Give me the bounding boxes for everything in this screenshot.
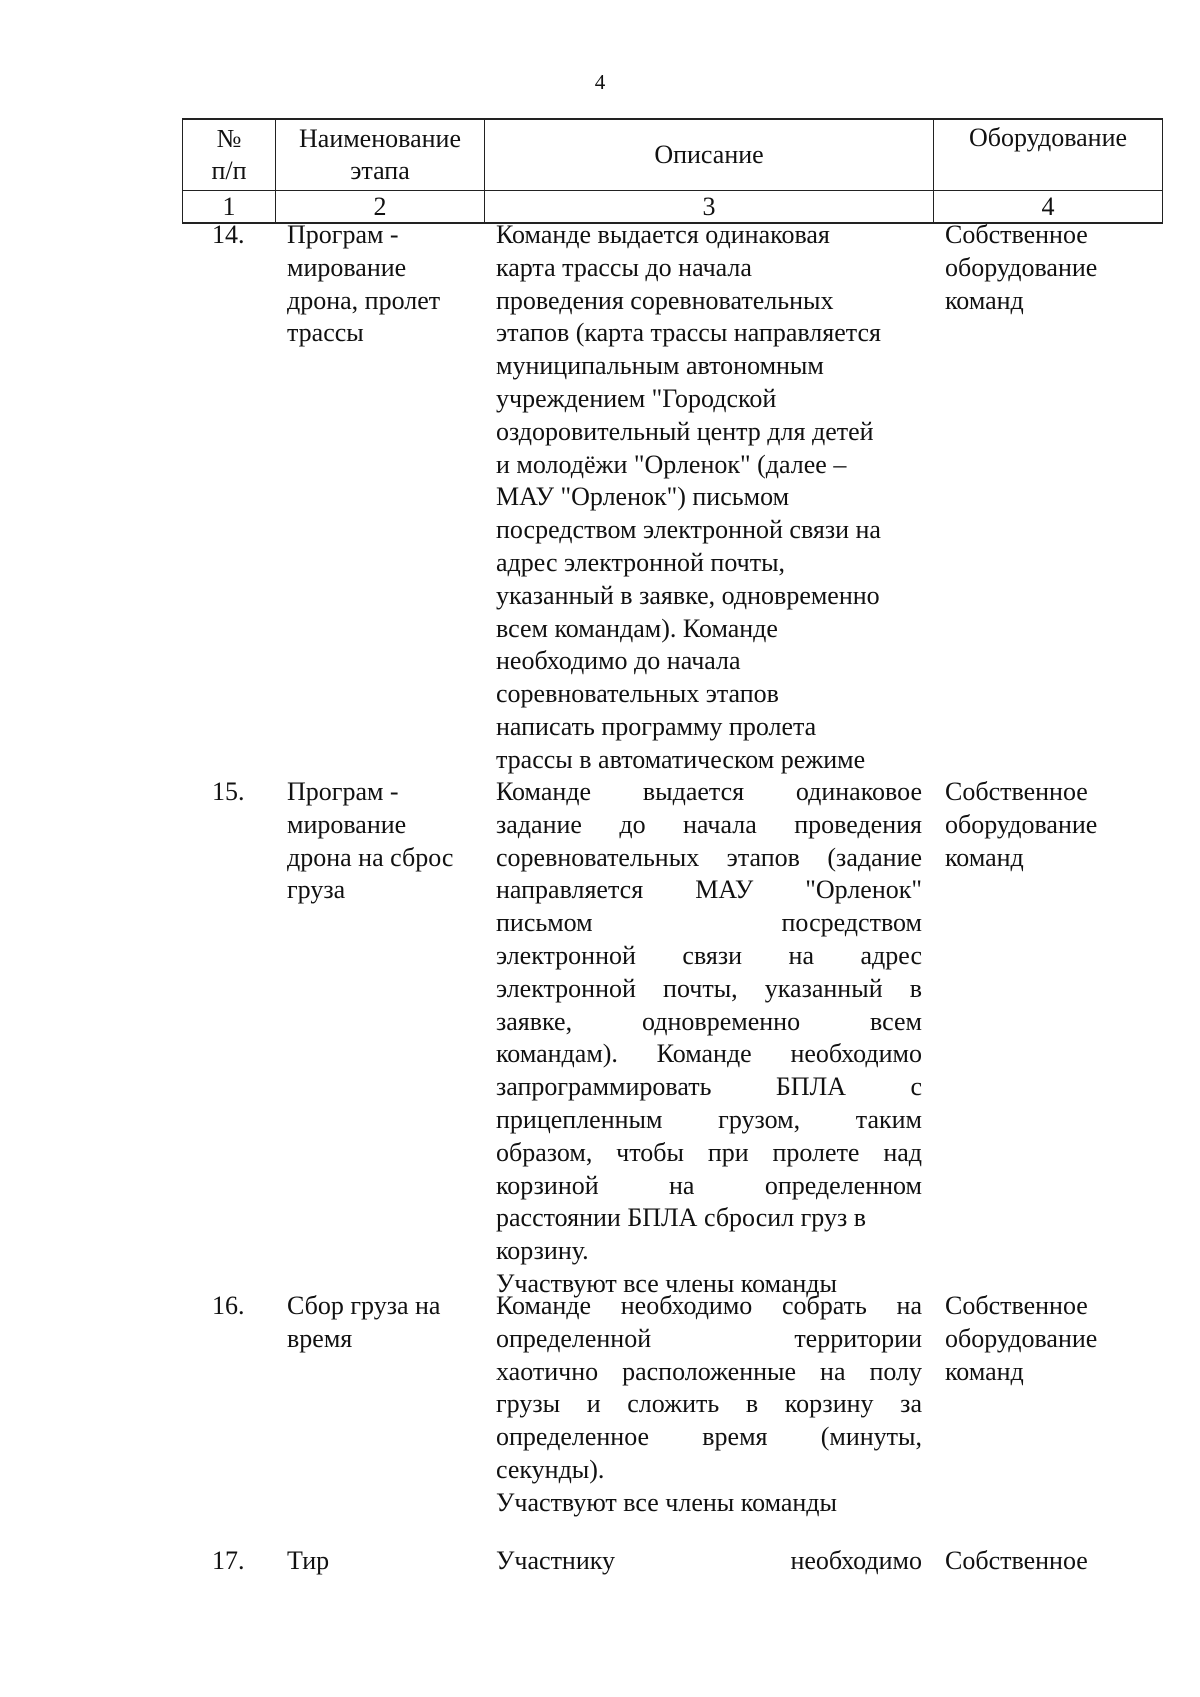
stage-description-line: образом, чтобы при пролете над xyxy=(496,1137,922,1167)
stage-equipment xyxy=(945,776,1160,874)
stage-equipment-line: Собственное xyxy=(945,777,1088,806)
stage-description-line: направляется МАУ "Орленок" xyxy=(496,875,922,905)
stage-description xyxy=(496,1545,922,1578)
stage-description-line: Участвуют все члены команды xyxy=(496,1268,837,1298)
row-number: 14. xyxy=(212,220,245,249)
stage-description xyxy=(496,1290,922,1520)
stage-equipment-line: оборудование xyxy=(945,252,1098,282)
stage-description-line: грузы и сложить в корзину за xyxy=(496,1389,922,1419)
stage-description-line: хаотично расположенные на полу xyxy=(496,1356,922,1386)
stage-description-line: трассы в автоматическом режиме xyxy=(496,744,866,774)
stage-description xyxy=(496,776,922,1301)
stage-description-line: запрограммировать БПЛА с xyxy=(496,1072,922,1102)
stage-description xyxy=(496,219,922,777)
stage-description-line: прицепленным грузом, таким xyxy=(496,1104,922,1134)
stage-equipment xyxy=(945,219,1160,317)
stage-description-line: карта трассы до начала xyxy=(496,252,752,282)
stage-equipment-line: команд xyxy=(945,285,1024,315)
row-number: 17. xyxy=(212,1546,245,1575)
column-number-2: 2 xyxy=(276,191,485,224)
page-number: 4 xyxy=(594,70,606,94)
stage-equipment-line: Собственное xyxy=(945,1291,1088,1320)
stage-name xyxy=(287,776,479,907)
stage-equipment-line: команд xyxy=(945,842,1024,872)
stage-description-line: МАУ "Орленок") письмом xyxy=(496,482,790,512)
stage-description-line: Команде выдается одинаковое xyxy=(496,777,922,806)
stage-equipment-line: Собственное xyxy=(945,1546,1088,1575)
stage-description-line: адрес электронной почты, xyxy=(496,547,786,577)
stage-name xyxy=(287,1290,479,1356)
row-number: 15. xyxy=(212,777,245,806)
stage-description-line: всем командам). Команде xyxy=(496,613,778,643)
stage-description-line: посредством электронной связи на xyxy=(496,515,881,545)
stage-equipment-line: команд xyxy=(945,1356,1024,1386)
stage-equipment xyxy=(945,1545,1160,1578)
stage-name-line: груза xyxy=(287,875,346,905)
stage-description-line: корзину. xyxy=(496,1236,589,1266)
stage-equipment xyxy=(945,1290,1160,1388)
header-stage-name: Наименование этапа xyxy=(276,119,485,191)
stage-description-line: электронной почты, указанный в xyxy=(496,973,922,1003)
stage-description-line: соревновательных этапов (задание xyxy=(496,842,922,872)
stage-description-line: муниципальным автономным xyxy=(496,351,824,381)
stage-description-line: учреждением "Городской xyxy=(496,383,777,413)
row-number: 16. xyxy=(212,1291,245,1320)
stage-name-line: Програм - xyxy=(287,220,399,249)
column-number-1: 1 xyxy=(183,191,276,224)
stage-name-line: дрона на сброс xyxy=(287,842,454,872)
stage-description-line: корзиной на определенном xyxy=(496,1170,922,1200)
stage-description-line: этапов (карта трассы направляется xyxy=(496,318,881,348)
header-description: Описание xyxy=(485,119,934,191)
stage-name-line: трассы xyxy=(287,318,364,348)
stage-name-line: Тир xyxy=(287,1546,330,1575)
stage-name-line: Програм - xyxy=(287,777,399,806)
stage-description-line: и молодёжи "Орленок" (далее – xyxy=(496,449,847,479)
stage-description-line: заявке, одновременно всем xyxy=(496,1006,922,1036)
stage-description-line: Команде выдается одинаковая xyxy=(496,220,830,249)
stage-description-line: указанный в заявке, одновременно xyxy=(496,580,880,610)
table-header xyxy=(182,118,1163,224)
stage-description-line: оздоровительный центр для детей xyxy=(496,416,874,446)
stage-description-line: соревновательных этапов xyxy=(496,679,779,709)
stage-equipment-line: оборудование xyxy=(945,809,1098,839)
stage-description-line: Команде необходимо собрать на xyxy=(496,1291,922,1320)
stage-description-line: необходимо до начала xyxy=(496,646,741,676)
column-number-4: 4 xyxy=(934,191,1163,224)
stage-name-line: мирование xyxy=(287,809,407,839)
stage-description-line: письмом посредством xyxy=(496,908,922,938)
stage-description-line: командам). Команде необходимо xyxy=(496,1039,922,1069)
stage-equipment-line: Собственное xyxy=(945,220,1088,249)
stage-description-line: определенное время (минуты, xyxy=(496,1422,922,1452)
stage-name-line: мирование xyxy=(287,252,407,282)
header-equipment: Оборудование xyxy=(934,119,1163,191)
column-number-3: 3 xyxy=(485,191,934,224)
stage-description-line: расстоянии БПЛА сбросил груз в xyxy=(496,1203,866,1233)
stage-name-line: время xyxy=(287,1323,353,1353)
stage-name xyxy=(287,1545,479,1578)
stage-description-line: проведения соревновательных xyxy=(496,285,834,315)
stage-name xyxy=(287,219,479,350)
stage-name-line: Сбор груза на xyxy=(287,1291,441,1320)
stage-description-line: электронной связи на адрес xyxy=(496,940,922,970)
stage-equipment-line: оборудование xyxy=(945,1323,1098,1353)
stage-description-line: задание до начала проведения xyxy=(496,809,922,839)
stage-name-line: дрона, пролет xyxy=(287,285,441,315)
stage-description-line: Участвуют все члены команды xyxy=(496,1487,837,1517)
stage-description-line: Участнику необходимо xyxy=(496,1546,922,1575)
stage-description-line: определенной территории xyxy=(496,1323,922,1353)
stage-description-line: написать программу пролета xyxy=(496,711,817,741)
stage-description-line: секунды). xyxy=(496,1454,605,1484)
header-number: № п/п xyxy=(183,119,276,191)
